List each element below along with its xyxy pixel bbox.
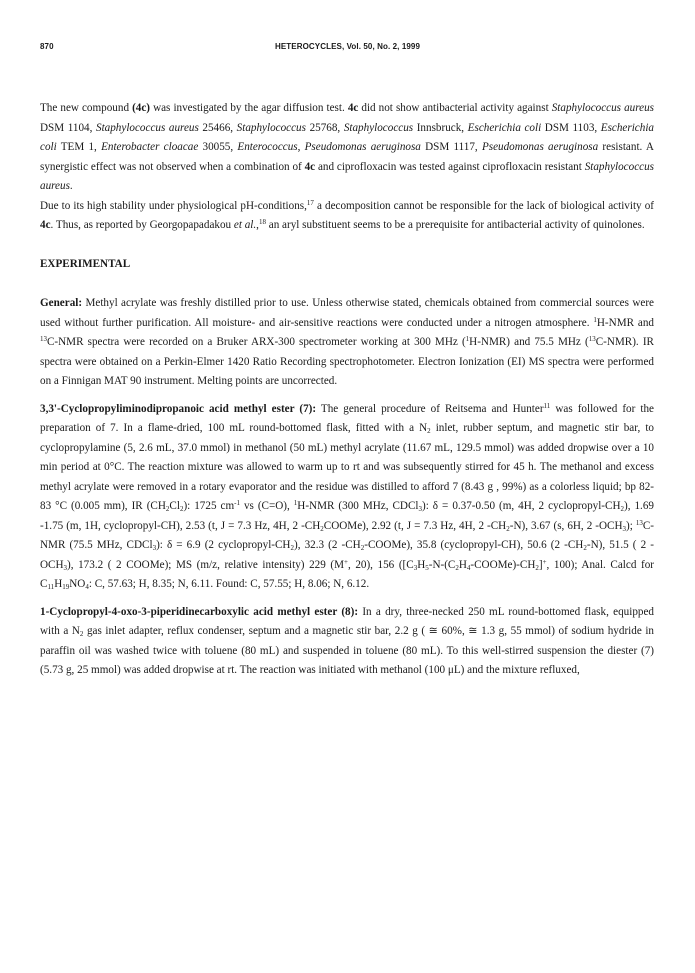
running-head [40, 42, 655, 56]
paragraph-stability: Due to its high stability under physiological pH-conditions,$^{17}$ a decomposition cannot be responsible for the lack of biological activity of 4c. Thus, as reported by Georgopapadakou et al.,$^{18}$ an aryl substituent seems to be a prerequisite for antibacterial activity of quinolones. [40, 198, 654, 231]
paragraph-compound-8: 1-Cyclopropyl-4-oxo-3-piperidinecarboxylic acid methyl ester (8): In a dry, three-necked 250 mL round-bottomed flask, equipped with a $N_2$ gas inlet adapter, reflux condenser, septum and a magnetic stir bar, 2.2 g ( ≅ 60%, ≅ 1.3 g, 55 mmol) of sodium hydride in paraffin oil was washed twice with toluene (80 mL) and suspended in toluene (80 mL). To this well-stirred suspension the diester (7) (5.73 g, 25 mmol) was added dropwise at rt. The reaction was initiated with methanol (100 μL) and the mixture refluxed, [40, 605, 654, 676]
experimental-heading: EXPERIMENTAL [40, 258, 131, 270]
body-text [40, 99, 654, 681]
page-number: 870 [40, 42, 54, 51]
paragraph-compound-7: 3,3'-Cyclopropyliminodipropanoic acid methyl ester (7): The general procedure of Reitsema and Hunter$^{11}$ was followed for the preparation of 7. In a flame-dried, 100 mL round-bottomed flask, fitted with a $N_2$ inlet, rubber septum, and magnetic stir bar, to cyclopropylamine (5, 2.6 mL, 37.0 mmol) in methanol (50 mL) methyl acrylate (11.67 mL, 129.5 mmol) was added dropwise over a 10 min period at 0°C. The reaction mixture was allowed to warm up to rt and was subsequently stirred for 45 h. The methanol and excess methyl acrylate were removed in a rotary evaporator and the residue was distilled to afford 7 (8.43 g , 99%) as a colorless liquid; bp 82-83 °C (0.005 mm), IR $(CH_2Cl_2)$: 1725 $cm^{-1}$ vs (C=O), $^1$H-NMR (300 MHz, CDCl$_3$): δ = 0.37-0.50 (m, 4H, 2 cyclopropyl-$CH_2$), 1.69 -1.75 (m, 1H, cyclopropyl-CH), 2.53 (t, J = 7.3 Hz, 4H, 2 $-CH_2COOMe$), 2.92 (t, J = 7.3 Hz, 4H, 2 $-CH_2-N$), 3.67 (s, 6H, 2 $-OCH_3$); $^{13}$C-NMR (75.5 MHz, CDCl$_3$): δ = 6.9 (2 cyclopropyl-$CH_2$), 32.3 (2 $-CH_2-COOMe$), 35.8 (cyclopropyl-CH), 50.6 (2 $-CH_2-N$), 51.5 ( 2 $-OCH_3$), 173.2 ( 2 COOMe); MS (m/z, relative intensity) 229 (M+, 20), 156 ($[C_3H_5-N-(C_2H_4-COOMe)-CH_2]^+$, 100); Anal. Calcd for $C_{11}H_{19}NO_4$: C, 57.63; H, 8.35; N, 6.11. Found: C, 57.55; H, 8.06; N, 6.12. [40, 401, 654, 591]
journal-citation: HETEROCYCLES, Vol. 50, No. 2, 1999 [274, 42, 421, 51]
paragraph-general: General: Methyl acrylate was freshly distilled prior to use. Unless otherwise stated, chemicals obtained from commercial sources were used without further purification. All moisture- and air-sensitive reactions were conducted under a nitrogen atmosphere. $^1$H-NMR and $^{13}$C-NMR spectra were recorded on a Bruker ARX-300 spectrometer working at 300 MHz ($^1$H-NMR) and 75.5 MHz ($^{13}$C-NMR). IR spectra were obtained on a Perkin-Elmer 1420 Ratio Recording spectrophotometer. Electron Ionization (EI) MS spectra were performed on a Finnigan MAT 90 instrument. Melting points are uncorrected. [40, 297, 654, 387]
paragraph-antibacterial-test: The new compound (4c) was investigated by the agar diffusion test. 4c did not show antibacterial activity against Staphylococcus aureus DSM 1104, Staphylococcus aureus 25466, Staphylococcus 25768, Staphylococcus Innsbruck, Escherichia coli DSM 1103, Escherichia coli TEM 1, Enterobacter cloacae 30055, Enterococcus, Pseudomonas aeruginosa DSM 1117, Pseudomonas aeruginosa resistant. A synergistic effect was not observed when a combination of 4c and ciprofloxacin was tested against ciprofloxacin resistant Staphylococcus aureus. [40, 102, 654, 192]
